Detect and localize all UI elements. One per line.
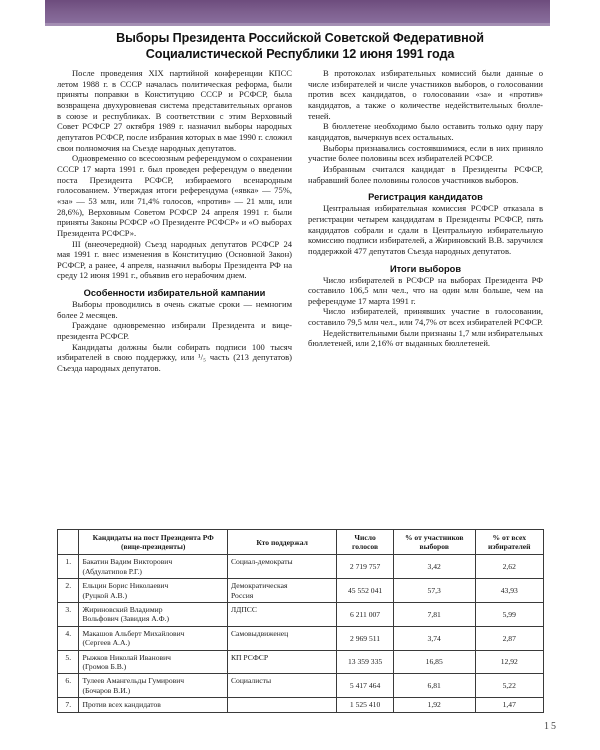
paragraph: Избранным считался кандидат в Президенты РСФСР, набравший более половины голосов участников выборов.: [308, 163, 543, 185]
row-pct-all: 43,93: [475, 579, 543, 603]
vice-president-name: (Абдулатипов Р.Г.): [82, 566, 142, 576]
paragraph: Число избирателей, принявших участие в голосовании, составило 79,5 млн чел., или 74,7% от всех избирателей РСФСР.: [308, 306, 543, 328]
column-header-support: Кто поддержал: [227, 530, 336, 555]
column-header-candidate-line1: Кандидаты на пост Президента РФ: [92, 533, 214, 542]
row-candidate: [79, 579, 228, 603]
row-support: [227, 555, 336, 579]
paragraph: Выборы признавались состоявшимися, если в них приняло участие более половины всех избирателей РСФСР.: [308, 142, 543, 164]
row-pct-participants: 3,42: [393, 555, 475, 579]
row-votes: 5 417 464: [337, 674, 394, 698]
candidate-name: Ельцин Борис Николаевич: [82, 581, 169, 591]
support-line1: Самовыдвиженец: [230, 628, 289, 638]
row-votes: 13 359 335: [337, 650, 394, 674]
support-line1: Социалисты: [230, 676, 272, 686]
row-support: [227, 579, 336, 603]
column-header-number: [58, 530, 79, 555]
paragraph: Одновременно со всесоюзным референдумом о сохранении СССР 17 марта 1991 г. был проведен референдум о введении поста Президента РСФСР, избираемого всенародным голосованием. Утверждая итоги референдума («явка» — 75%, «за» — 53 млн, или 71,4% голосов, «против» — 21 млн, или 28,6%), Верховным Советом РСФСР 24 апреля 1991 г. были приняты Законы РСФСР «О Президенте РСФСР» и «О выборах Президента РСФСР».: [57, 153, 292, 238]
row-pct-participants: 6,81: [393, 674, 475, 698]
table-row: [58, 626, 544, 650]
section-heading-registration: Регистрация кандидатов: [368, 192, 483, 203]
row-pct-all: 12,92: [475, 650, 543, 674]
row-number: 1.: [58, 555, 79, 579]
row-number: 4.: [58, 626, 79, 650]
column-header-candidate: [79, 530, 228, 555]
row-number: 7.: [58, 698, 79, 712]
row-pct-all: 2,62: [475, 555, 543, 579]
support-line1: Демократическая: [230, 581, 288, 591]
column-header-pct-all: [475, 530, 543, 555]
candidate-name: Рыжков Николай Иванович: [82, 652, 171, 662]
table-row: [58, 555, 544, 579]
support-line2: Россия: [230, 590, 254, 600]
row-votes: 45 552 041: [337, 579, 394, 603]
vice-president-name: (Сергеев А.А.): [82, 638, 130, 648]
column-header-candidate-line2: (вице-президенты): [121, 542, 186, 552]
candidate-name: Макашов Альберт Михайлович: [82, 628, 185, 638]
column-header-votes-line1: Число: [354, 533, 376, 542]
left-column: [57, 68, 292, 520]
row-candidate: [79, 650, 228, 674]
row-support: [227, 626, 336, 650]
right-column: [308, 68, 543, 520]
candidate-name: Жириновский Владимир: [82, 605, 163, 615]
column-header-votes-line2: голосов: [352, 542, 379, 552]
table-header-row: [58, 530, 544, 555]
row-support: [227, 674, 336, 698]
candidate-name: Против всех кандидатов: [82, 700, 161, 710]
row-pct-all: 1,47: [475, 698, 543, 712]
row-pct-all: 2,87: [475, 626, 543, 650]
row-votes: 1 525 410: [337, 698, 394, 712]
page-number: 15: [544, 721, 558, 732]
paragraph: Выборы проводились в очень сжатые сроки — немногим более 2 месяцев.: [57, 299, 292, 320]
row-pct-participants: 16,85: [393, 650, 475, 674]
row-number: 5.: [58, 650, 79, 674]
row-support: [227, 698, 336, 712]
table-row: [58, 698, 544, 712]
row-pct-participants: 7,81: [393, 603, 475, 627]
row-support: [227, 650, 336, 674]
paragraph: В бюллетене необходимо было оставить только одну пару кандидатов, вычеркнув всех остальных.: [308, 121, 543, 142]
table-row: [58, 603, 544, 627]
column-header-pct-all-line1: % от всех: [492, 533, 527, 542]
row-candidate: [79, 698, 228, 712]
column-header-pct-participants-line1: % от участников: [404, 533, 464, 542]
vice-president-name: (Руцкой А.В.): [82, 590, 128, 600]
support-line1: КП РСФСР: [230, 652, 269, 662]
election-results-table: [57, 529, 544, 713]
column-header-pct-all-line2: избирателей: [488, 542, 531, 552]
row-number: 3.: [58, 603, 79, 627]
page-title-line1: Выборы Президента Российской Советской Федеративной: [116, 31, 484, 45]
column-header-votes: [337, 530, 394, 555]
vice-president-name: Вольфович (Завидия А.Ф.): [82, 614, 170, 624]
row-number: 6.: [58, 674, 79, 698]
page-title: [55, 31, 545, 62]
support-line1: ЛДПСС: [230, 605, 257, 615]
paragraph: После проведения XIX партийной конференции КПСС летом 1988 г. в СССР началась политическая реформа, были приняты поправки в Конституцию СССР и РСФСР, была возвращена двухуровневая система представительных органов в союзе и республиках. В соответствии с этим Верховный Совет РСФСР 27 октября 1989 г. назначил выборы народных депутатов РСФСР, после избрания которых в мае 1990 г. сложил свои полномочия на Съезде народных депутатов.: [57, 68, 292, 153]
table-row: [58, 650, 544, 674]
paragraph: Граждане одновременно избирали Президента и вице-президента РСФСР.: [57, 320, 292, 342]
section-heading-results: Итоги выборов: [389, 263, 462, 274]
paragraph: Число избирателей в РСФСР на выборах Президента РФ составило 106,5 млн чел., что на один млн больше, чем на референдуме 17 марта 1991 г.: [308, 274, 543, 306]
row-votes: 2 969 511: [337, 626, 394, 650]
body-columns: [57, 68, 544, 520]
paragraph: В протоколах избирательных комиссий были данные о числе избирателей и числе участников выборов, о голосовании против всех кандидатов, о голосовании «за» и «против» кандидатов, а также о количестве недействительных бюллетеней.: [308, 68, 543, 121]
row-votes: 6 211 007: [337, 603, 394, 627]
column-header-pct-participants-line2: выборов: [419, 542, 449, 552]
row-candidate: [79, 603, 228, 627]
paragraph: Недействительными были признаны 1,7 млн избирательных бюллетеней, или 2,16% от выданных бюллетеней.: [308, 327, 543, 349]
candidate-name: Тулеев Амангельды Гумирович: [82, 676, 185, 686]
row-pct-participants: 57,3: [393, 579, 475, 603]
row-support: [227, 603, 336, 627]
vice-president-name: (Бочаров В.И.): [82, 685, 131, 695]
row-number: 2.: [58, 579, 79, 603]
row-pct-all: 5,22: [475, 674, 543, 698]
header-banner: [45, 0, 550, 26]
row-candidate: [79, 555, 228, 579]
paragraph: Центральная избирательная комиссия РСФСР отказала в регистрации четырем кандидатам в Президенты РСФСР, пять кандидатов собрали и сдали в Центральную избирательную комиссию подписи избирателей, а Жириновский В.В. заручился поддержкой 477 депутатов Съезда народных депутатов.: [308, 203, 543, 256]
section-heading-campaign: Особенности избирательной кампании: [83, 288, 266, 299]
column-header-pct-participants: [393, 530, 475, 555]
row-pct-all: 5,99: [475, 603, 543, 627]
candidate-name: Бакатин Вадим Викторович: [82, 557, 173, 567]
row-candidate: [79, 674, 228, 698]
row-pct-participants: 3,74: [393, 626, 475, 650]
row-votes: 2 719 757: [337, 555, 394, 579]
table-row: [58, 579, 544, 603]
paragraph: III (внеочередной) Съезд народных депутатов РСФСР 24 мая 1991 г. внес изменения в Конституцию (Основной Закон) РСФСР, а ранее, 4 апреля, назначил выборы Президента РФ на среду 12 июня 1991 г., объявив его нерабочим днем.: [57, 238, 292, 281]
row-candidate: [79, 626, 228, 650]
row-pct-participants: 1,92: [393, 698, 475, 712]
table-body: [58, 555, 544, 712]
table-row: [58, 674, 544, 698]
vice-president-name: (Громов Б.В.): [82, 662, 127, 672]
page-title-line2: Социалистической Республики 12 июня 1991 года: [145, 46, 455, 61]
support-line1: Социал-демократы: [230, 557, 293, 567]
paragraph: Кандидаты должны были собирать подписи 100 тысяч избирателей в свою поддержку, или ¹/₅ часть (213 депутатов) Съезда народных депутатов.: [57, 341, 292, 374]
